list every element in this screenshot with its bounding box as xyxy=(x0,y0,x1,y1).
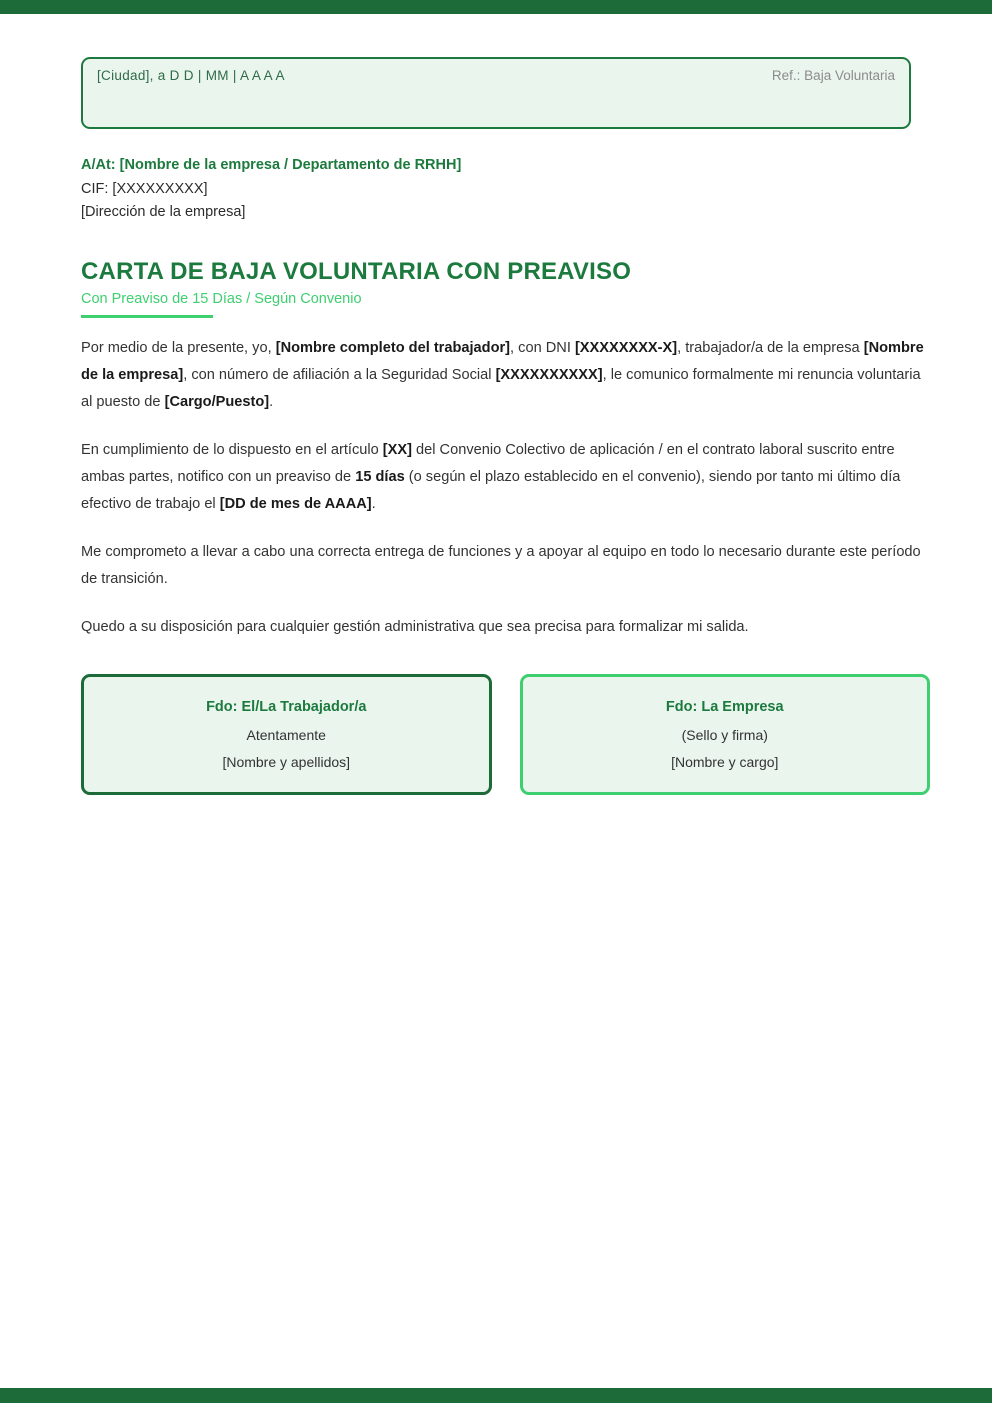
paragraph-3: Me comprometo a llevar a cabo una correcta entrega de funciones y a apoyar al equipo en todo lo necesario durante este período de transición. xyxy=(81,544,921,588)
title-underline-rule xyxy=(81,315,213,318)
p2-notice-period: 15 días xyxy=(355,469,405,486)
p2-text-2: del Convenio Colectivo de aplicación / en el contrato laboral suscrito entre ambas partes, notifico con un preaviso de xyxy=(81,442,895,486)
paragraph-1 xyxy=(81,335,930,416)
page-subtitle: Con Preaviso de 15 Días / Según Convenio xyxy=(81,291,362,308)
signature-box-company xyxy=(520,674,931,794)
p2-text-1: En cumplimiento de lo dispuesto en el artículo xyxy=(81,442,383,459)
paragraph-2 xyxy=(81,437,930,518)
p1-text-2: , con DNI xyxy=(510,340,575,357)
p2-text-3: (o según el plazo establecido en el convenio), siendo por tanto mi último día efectivo de trabajo el xyxy=(81,469,901,513)
p1-dni: [XXXXXXXX-X] xyxy=(574,340,678,357)
signature-box-worker xyxy=(81,674,492,794)
p1-social-security: [XXXXXXXXXX] xyxy=(495,367,603,384)
recipient-address: [Dirección de la empresa] xyxy=(81,204,246,220)
recipient-attention: A/At: [Nombre de la empresa / Departamento de RRHH] xyxy=(81,157,462,173)
paragraph-4: Quedo a su disposición para cualquier gestión administrativa que sea precisa para formalizar mi salida. xyxy=(81,619,749,636)
p1-text-1: Por medio de la presente, yo, xyxy=(81,340,276,357)
date-reference-box xyxy=(81,57,911,129)
reference-label: Ref.: Baja Voluntaria xyxy=(771,68,895,83)
p1-text-4: , con número de afiliación a la Seguridad Social xyxy=(183,367,496,384)
recipient-block xyxy=(81,154,930,225)
page-title: CARTA DE BAJA VOLUNTARIA CON PREAVISO xyxy=(81,257,632,285)
document-content xyxy=(0,14,992,795)
worker-signature-title: Fdo: El/La Trabajador/a xyxy=(206,699,367,716)
p2-text-4: . xyxy=(371,496,376,513)
p1-text-6: . xyxy=(269,394,274,411)
p2-last-working-day: [DD de mes de AAAA] xyxy=(219,496,372,513)
p1-text-5: , le comunico formalmente mi renuncia voluntaria al puesto de xyxy=(81,367,921,411)
p1-position: [Cargo/Puesto] xyxy=(164,394,270,411)
date-placeholder[interactable]: [Ciudad], a D D | MM | A A A A xyxy=(97,68,285,83)
company-signature-line-1: (Sello y firma) xyxy=(681,726,768,743)
worker-signature-line-2[interactable]: [Nombre y apellidos] xyxy=(222,754,351,771)
bottom-accent-bar xyxy=(0,1388,992,1403)
company-signature-line-2[interactable]: [Nombre y cargo] xyxy=(671,754,779,771)
worker-signature-line-1: Atentamente xyxy=(246,726,326,743)
letter-body xyxy=(81,335,930,641)
signature-row xyxy=(81,674,930,794)
company-signature-title: Fdo: La Empresa xyxy=(665,699,784,716)
p1-worker-name: [Nombre completo del trabajador] xyxy=(275,340,511,357)
p1-text-3: , trabajador/a de la empresa xyxy=(677,340,864,357)
recipient-cif: CIF: [XXXXXXXXX] xyxy=(81,180,208,197)
top-accent-bar xyxy=(0,0,992,14)
p2-article-number: [XX] xyxy=(382,442,412,459)
p1-company-name: [Nombre de la empresa] xyxy=(81,340,924,384)
